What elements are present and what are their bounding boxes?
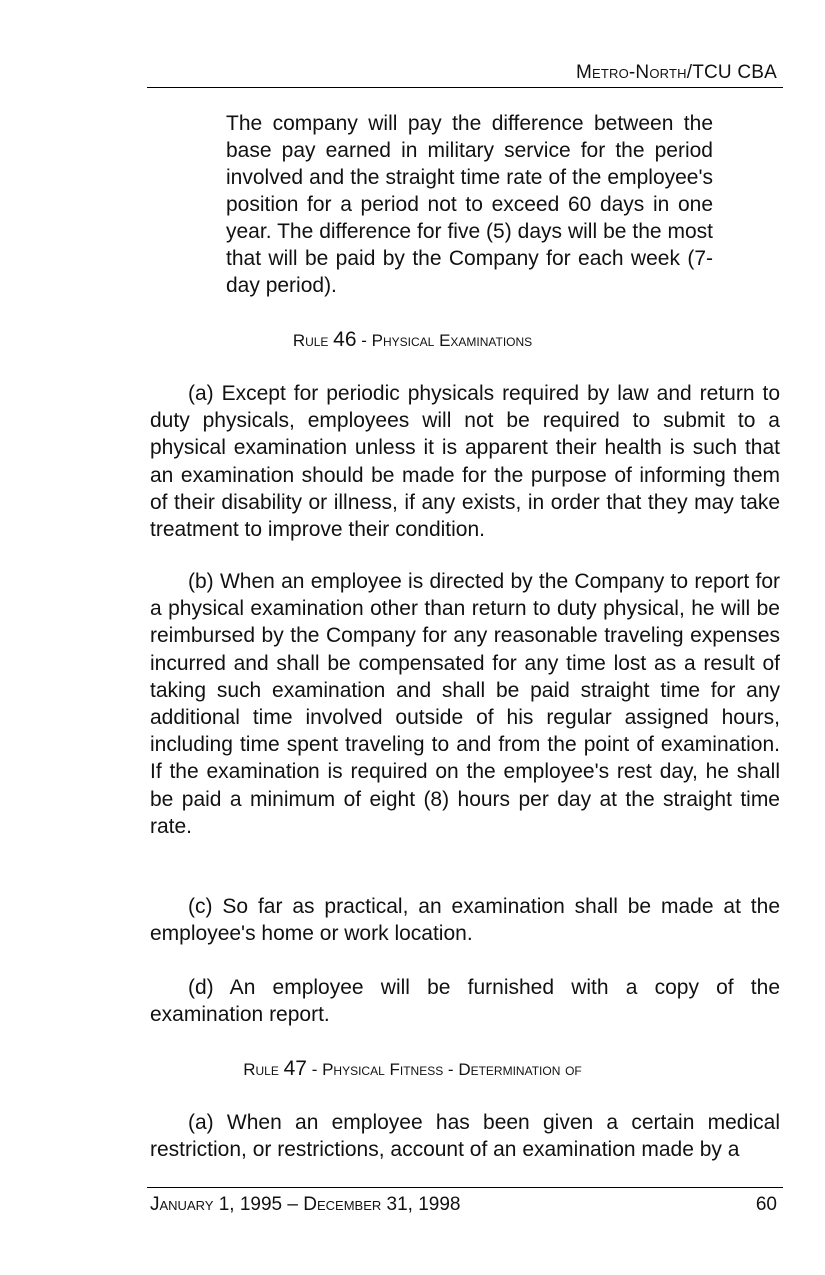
- rule-46-paragraph-d: (d) An employee will be furnished with a copy of the examination report.: [150, 976, 780, 1027]
- rule-47-heading: [0, 1057, 825, 1081]
- rule-47-paragraph-a: (a) When an employee has been given a certain medical restriction, or restrictions, account of an examination made by a: [150, 1111, 780, 1162]
- rule-46-paragraph-c: (c) So far as practical, an examination shall be made at the employee's home or work location.: [150, 895, 780, 946]
- rule-47-title: - Physical Fitness - Determination of: [311, 1060, 582, 1079]
- rule-46-title: - Physical Examinations: [361, 331, 533, 350]
- page-header: [147, 60, 783, 88]
- rule-46-paragraph-b: (b) When an employee is directed by the Company to report for a physical examination other than return to duty physical, he will be reimbursed by the Company for any reasonable traveling expenses incurred and shall be compensated for any time lost as a result of taking such examination and shall be paid straight time for any additional time involved outside of his regular assigned hours, including time spent traveling to and from the point of examination. If the examination is required on the employee's rest day, he shall be paid a minimum of eight (8) hours per day at the straight time rate.: [150, 570, 780, 838]
- rule-46-paragraph-a: (a) Except for periodic physicals required by law and return to duty physicals, employees will not be required to submit to a physical examination unless it is apparent their health is such that an examination should be made for the purpose of informing them of their disability or illness, if any exists, in order that they may take treatment to improve their condition.: [150, 382, 780, 542]
- contract-date-range: January 1, 1995 – December 31, 1998: [150, 1194, 461, 1215]
- page-number: 60: [755, 1194, 777, 1215]
- rule-46-heading: [0, 328, 825, 352]
- page-footer: [147, 1187, 783, 1218]
- document-title: Metro-North/TCU CBA: [575, 62, 777, 83]
- military-pay-paragraph: The company will pay the difference between the base pay earned in military service for the period involved and the straight time rate of the employee's position for a period not to exceed 60 days in one year. The difference for five (5) days will be the most that will be paid by the Company for each week (7-day period).: [226, 112, 713, 297]
- rule-47-number: 47: [283, 1057, 307, 1080]
- rule-46-number: 46: [333, 328, 357, 351]
- rule-47-prefix: Rule: [243, 1060, 279, 1079]
- rule-46-prefix: Rule: [292, 331, 329, 350]
